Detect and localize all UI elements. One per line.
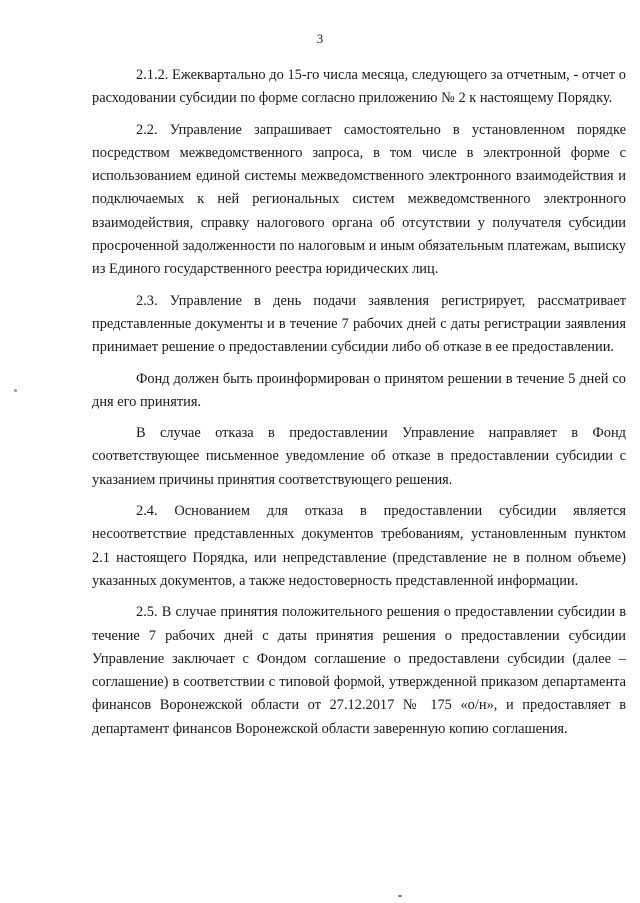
paragraph-2-2: 2.2. Управление запрашивает самостоятельно в установленном порядке посредством межведомственного запроса, в том числе в электронной форме с использованием единой системы межведомственного электронного взаимодействия и подключаемых к ней региональных систем межведомственного электронного взаимодействия, справку налогового органа об отсутствии у получателя субсидии просроченной задолженности по налоговым и иным обязательным платежам, выписку из Единого государственного реестра юридических лиц. <box>92 121 626 278</box>
page-number: 3 <box>316 31 324 46</box>
paragraph-2-1-2: 2.1.2. Ежеквартально до 15-го числа месяца, следующего за отчетным, - отчет о расходовании субсидии по форме согласно приложению № 2 к настоящему Порядку. <box>92 67 626 107</box>
scan-artifact-dot <box>14 389 17 392</box>
document-body <box>92 64 626 741</box>
paragraph-refusal-notice: В случае отказа в предоставлении Управление направляет в Фонд соответствующее письменное уведомление об отказе в предоставлении субсидии с указанием причины принятия соответствующего решения. <box>92 425 626 488</box>
paragraph-2-4: 2.4. Основанием для отказа в предоставлении субсидии является несоответствие представленных документов требованиям, установленным пунктом 2.1 настоящего Порядка, или непредставление (представление не в полном объеме) указанных документов, а также недостоверность представленной информации. <box>92 503 626 589</box>
paragraph-2-5: 2.5. В случае принятия положительного решения о предоставлении субсидии в течение 7 рабочих дней с даты принятия решения о предоставлении субсидии Управление заключает с Фондом соглашение о предоставлени субсидии (далее – соглашение) в соответствии с типовой формой, утвержденной приказом департамента финансов Воронежской области от 27.12.2017 № 175 «о/н», и предоставляет в департамент финансов Воронежской области заверенную копию соглашения. <box>92 604 626 737</box>
paragraph-fund-notice: Фонд должен быть проинформирован о принятом решении в течение 5 дней со дня его принятия. <box>92 370 626 410</box>
paragraph-2-3: 2.3. Управление в день подачи заявления регистрирует, рассматривает представленные документы и в течение 7 рабочих дней с даты регистрации заявления принимает решение о предоставлении субсидии либо об отказе в ее предоставлении. <box>92 292 626 356</box>
scan-artifact-mark <box>398 895 402 897</box>
